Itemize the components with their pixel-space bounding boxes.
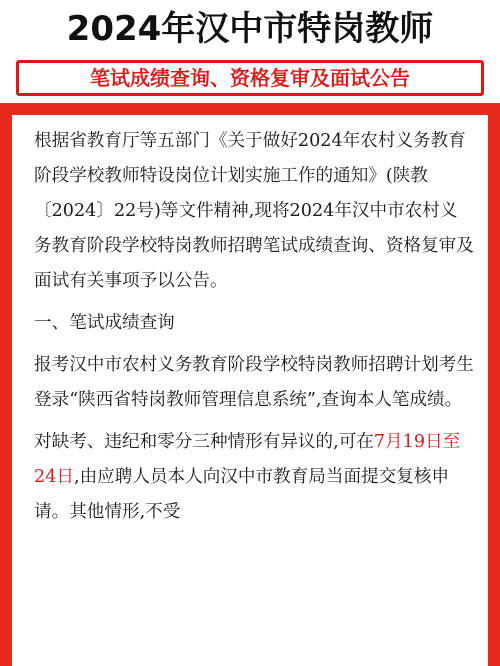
subtitle-banner (16, 60, 484, 96)
appeal-text-after: ,由应聘人员本人向汉中市教育局当面提交复核申请。其他情形,不受 (34, 467, 450, 522)
section-heading-score-query: 一、笔试成绩查询 (34, 313, 175, 333)
appeal-paragraph (34, 425, 474, 530)
score-query-paragraph: 报考汉中市农村义务教育阶段学校特岗教师招聘计划考生登录“陕西省特岗教师管理信息系统”,查询本人笔成绩。 (34, 355, 474, 410)
appeal-text-before: 对缺考、违纪和零分三种情形有异议的,可在 (34, 432, 374, 452)
intro-paragraph: 根据省教育厅等五部门《关于做好2024年农村义务教育阶段学校教师特设岗位计划实施工作的通知》(陕教〔2024〕22号)等文件精神,现将2024年汉中市农村义务教育阶段学校特岗教师招聘笔试成绩查询、资格复审及面试有关事项予以公告。 (34, 131, 474, 291)
page-title: 2024年汉中市特岗教师 (66, 9, 434, 49)
appeal-date-highlight: 7月19日至24日 (34, 432, 461, 487)
page-subtitle: 笔试成绩查询、资格复审及面试公告 (90, 66, 410, 90)
announcement-body (34, 124, 474, 537)
